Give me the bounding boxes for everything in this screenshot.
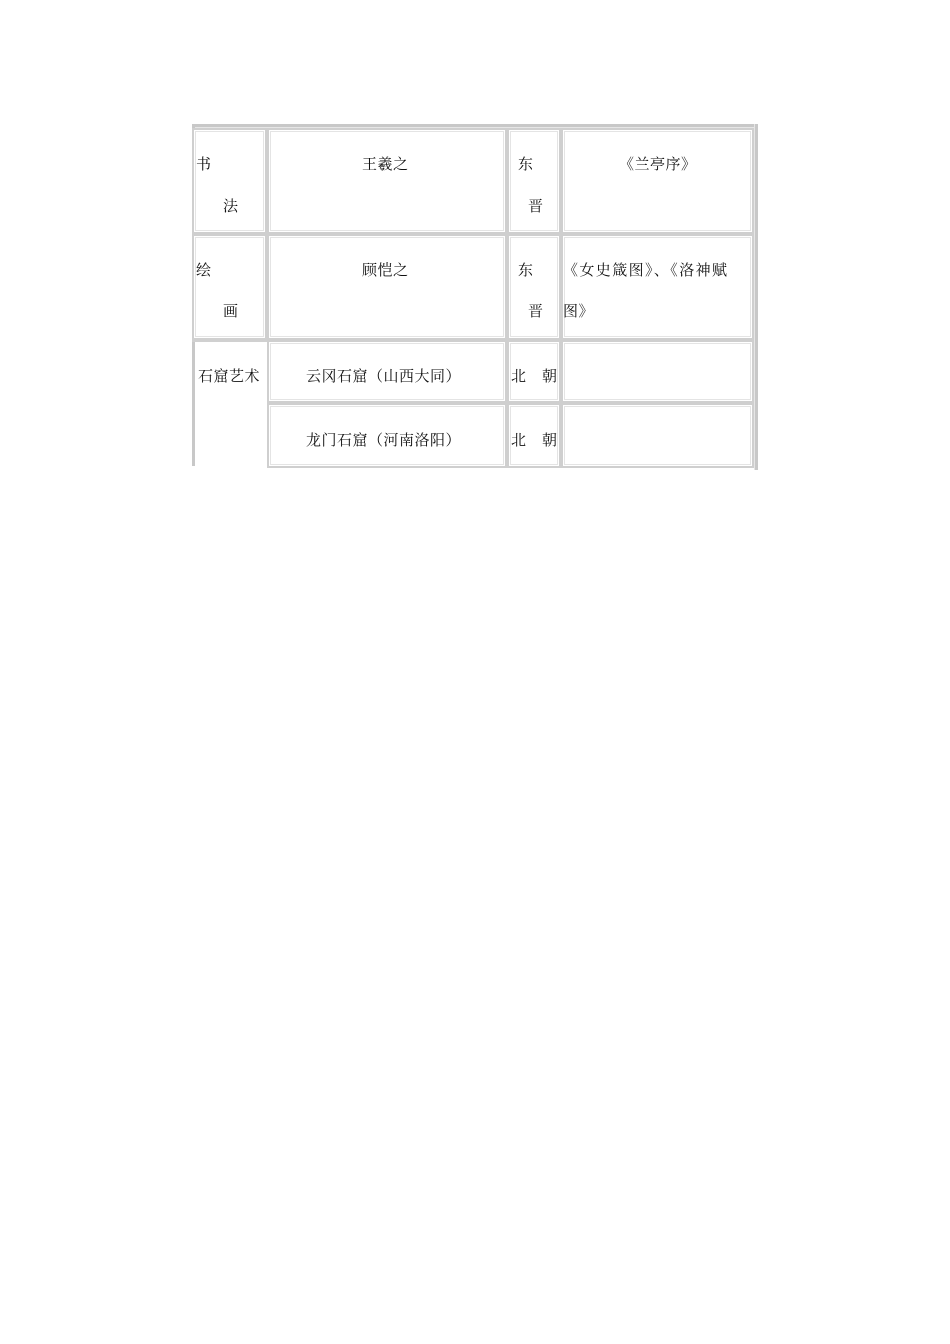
row1-dynasty-line1: 东 — [518, 155, 534, 173]
row1-category-line2: 法 — [223, 197, 239, 215]
row3-works-cell — [561, 340, 754, 403]
row3-category: 石窟艺术 — [198, 367, 261, 385]
row4-dynasty: 北 朝 — [511, 431, 558, 449]
row2-category-line1: 绘 — [196, 261, 212, 279]
row1-dynasty-cell — [507, 128, 561, 234]
row2-works-line2: 图》 — [563, 302, 595, 320]
row2-category-line2: 画 — [223, 302, 239, 320]
row1-person: 王羲之 — [362, 155, 409, 173]
row1-category-line1: 书 — [196, 155, 212, 173]
row4-works-cell — [561, 403, 754, 468]
row2-works-line1: 《女史箴图》、《洛神赋 — [563, 261, 729, 279]
row3-person: 云冈石窟（山西大同） — [306, 367, 462, 385]
row1-works-cell — [561, 128, 754, 234]
row2-person: 顾恺之 — [362, 261, 409, 279]
row1-category-cell — [192, 128, 267, 234]
table-right-border — [754, 124, 758, 470]
row2-person-cell — [267, 234, 507, 340]
row2-category-cell — [192, 234, 267, 340]
row2-dynasty-line1: 东 — [518, 261, 534, 279]
row1-dynasty-line2: 晋 — [528, 197, 544, 215]
row2-works-cell — [561, 234, 754, 340]
row4-person: 龙门石窟（河南洛阳） — [306, 431, 462, 449]
row3-dynasty: 北 朝 — [511, 367, 558, 385]
row2-dynasty-cell — [507, 234, 561, 340]
row3-category-top-rule — [192, 338, 267, 342]
row2-dynasty-line2: 晋 — [528, 302, 544, 320]
culture-table — [192, 124, 758, 470]
row1-person-cell — [267, 128, 507, 234]
row1-works: 《兰亭序》 — [619, 155, 697, 173]
